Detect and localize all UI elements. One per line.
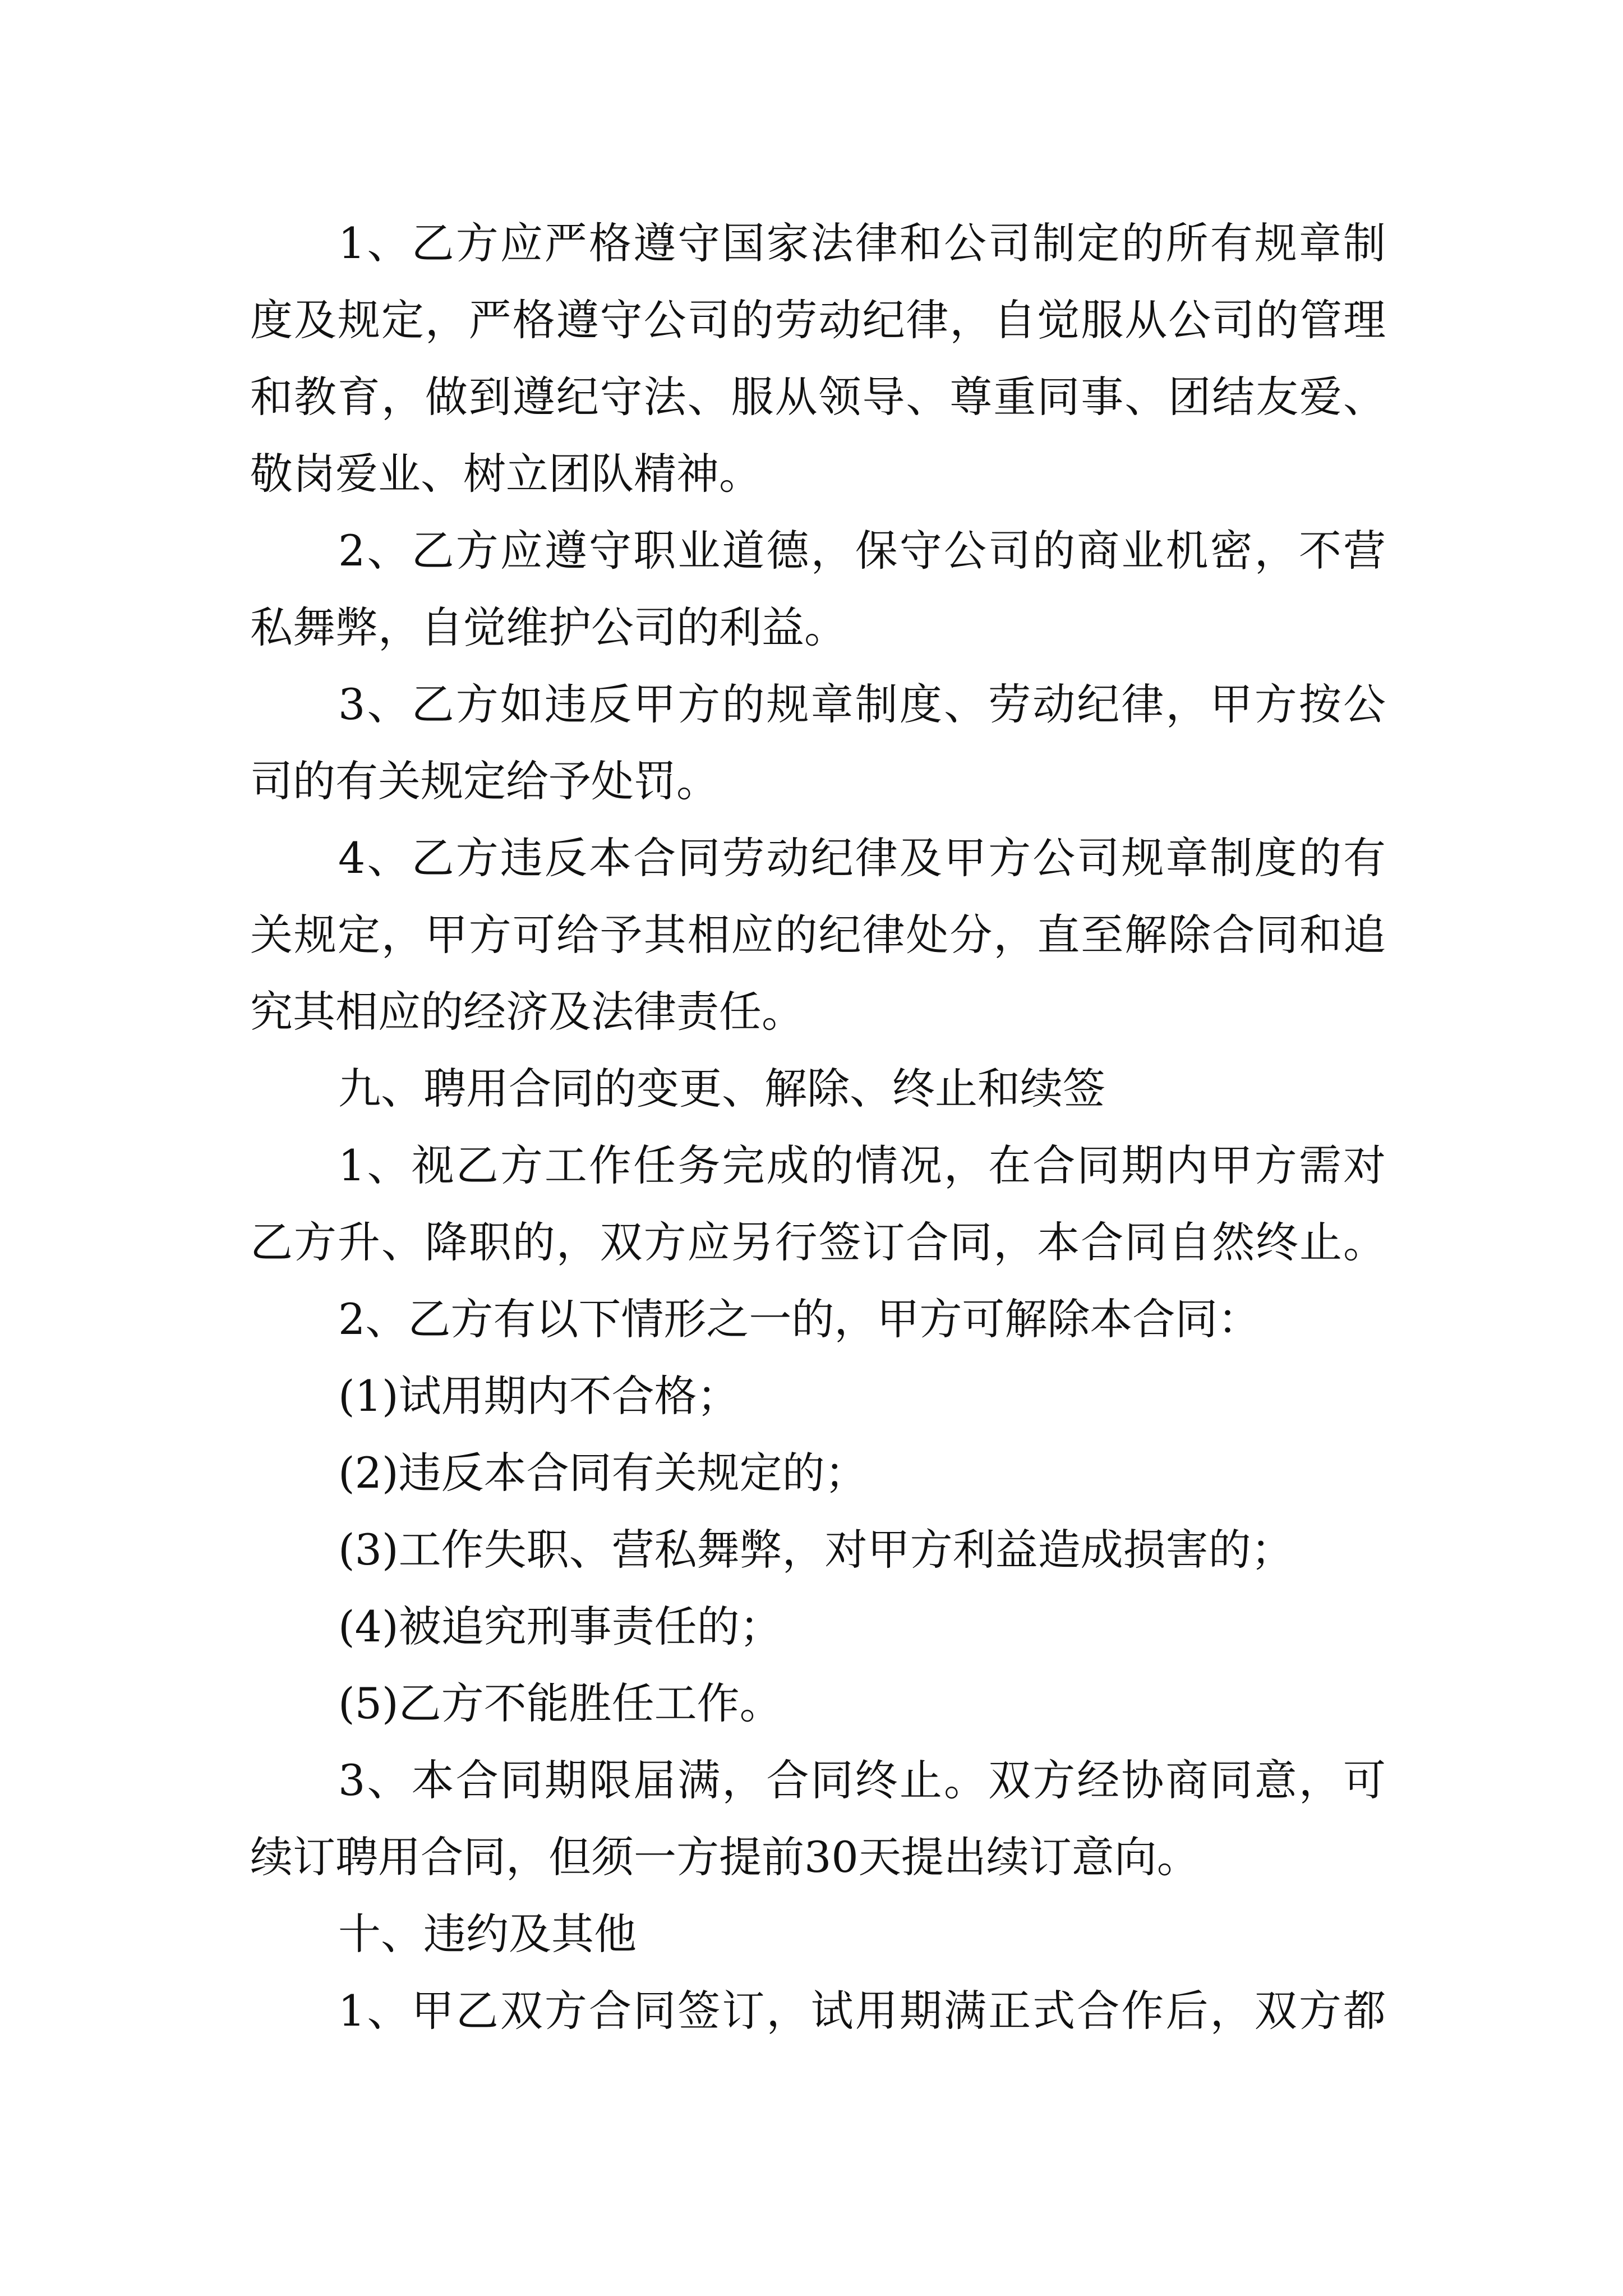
- list-item-line: (3)工作失职、营私舞弊，对甲方利益造成损害的；: [338, 1525, 1294, 1575]
- section-heading-line: 十、违约及其他: [338, 1909, 637, 1959]
- paragraph-line: 关规定，甲方可给予其相应的纪律处分，直至解除合同和追: [250, 910, 1386, 960]
- paragraph-line: 1、乙方应严格遵守国家法律和公司制定的所有规章制: [338, 218, 1386, 268]
- paragraph-line: 3、本合同期限届满，合同终止。双方经协商同意，可: [338, 1755, 1386, 1805]
- paragraph-line: 2、乙方应遵守职业道德，保守公司的商业机密，不营: [338, 526, 1386, 576]
- paragraph: [250, 205, 1386, 512]
- list-item: [250, 1434, 1386, 1511]
- paragraph-line: 续订聘用合同，但须一方提前30天提出续订意向。: [250, 1832, 1200, 1882]
- list-item: [250, 1588, 1386, 1665]
- paragraph-line: 2、乙方有以下情形之一的，甲方可解除本合同：: [338, 1294, 1261, 1344]
- paragraph: [250, 512, 1386, 666]
- paragraph: [250, 1742, 1386, 1895]
- paragraph: [250, 1281, 1386, 1358]
- paragraph-line: 1、甲乙双方合同签订，试用期满正式合作后，双方都: [338, 1986, 1386, 2036]
- list-item-line: (5)乙方不能胜任工作。: [338, 1678, 782, 1728]
- paragraph-line: 4、乙方违反本合同劳动纪律及甲方公司规章制度的有: [338, 833, 1386, 883]
- list-item: [250, 1665, 1386, 1742]
- paragraph: [250, 1972, 1386, 2049]
- list-item-line: (1)试用期内不合格；: [338, 1371, 740, 1421]
- paragraph: [250, 1127, 1386, 1281]
- paragraph-line: 私舞弊，自觉维护公司的利益。: [250, 602, 847, 652]
- paragraph-line: 乙方升、降职的，双方应另行签订合同，本合同自然终止。: [250, 1217, 1386, 1267]
- paragraph-line: 敬岗爱业、树立团队精神。: [250, 449, 762, 499]
- paragraph-line: 究其相应的经济及法律责任。: [250, 987, 804, 1037]
- document-body: [250, 205, 1386, 2049]
- paragraph: [250, 820, 1386, 1050]
- paragraph-line: 度及规定，严格遵守公司的劳动纪律，自觉服从公司的管理: [250, 295, 1386, 345]
- paragraph-line: 1、视乙方工作任务完成的情况，在合同期内甲方需对: [338, 1140, 1386, 1190]
- paragraph-line: 司的有关规定给予处罚。: [250, 756, 719, 806]
- list-item: [250, 1511, 1386, 1588]
- list-item-line: (2)违反本合同有关规定的；: [338, 1448, 868, 1498]
- paragraph: [250, 666, 1386, 820]
- list-item-line: (4)被追究刑事责任的；: [338, 1602, 782, 1651]
- paragraph-line: 3、乙方如违反甲方的规章制度、劳动纪律，甲方按公: [338, 679, 1386, 729]
- list-item: [250, 1358, 1386, 1434]
- section-heading: [250, 1895, 1386, 1972]
- section-heading-line: 九、聘用合同的变更、解除、终止和续签: [338, 1064, 1105, 1114]
- section-heading: [250, 1050, 1386, 1127]
- paragraph-line: 和教育，做到遵纪守法、服从领导、尊重同事、团结友爱、: [250, 372, 1386, 422]
